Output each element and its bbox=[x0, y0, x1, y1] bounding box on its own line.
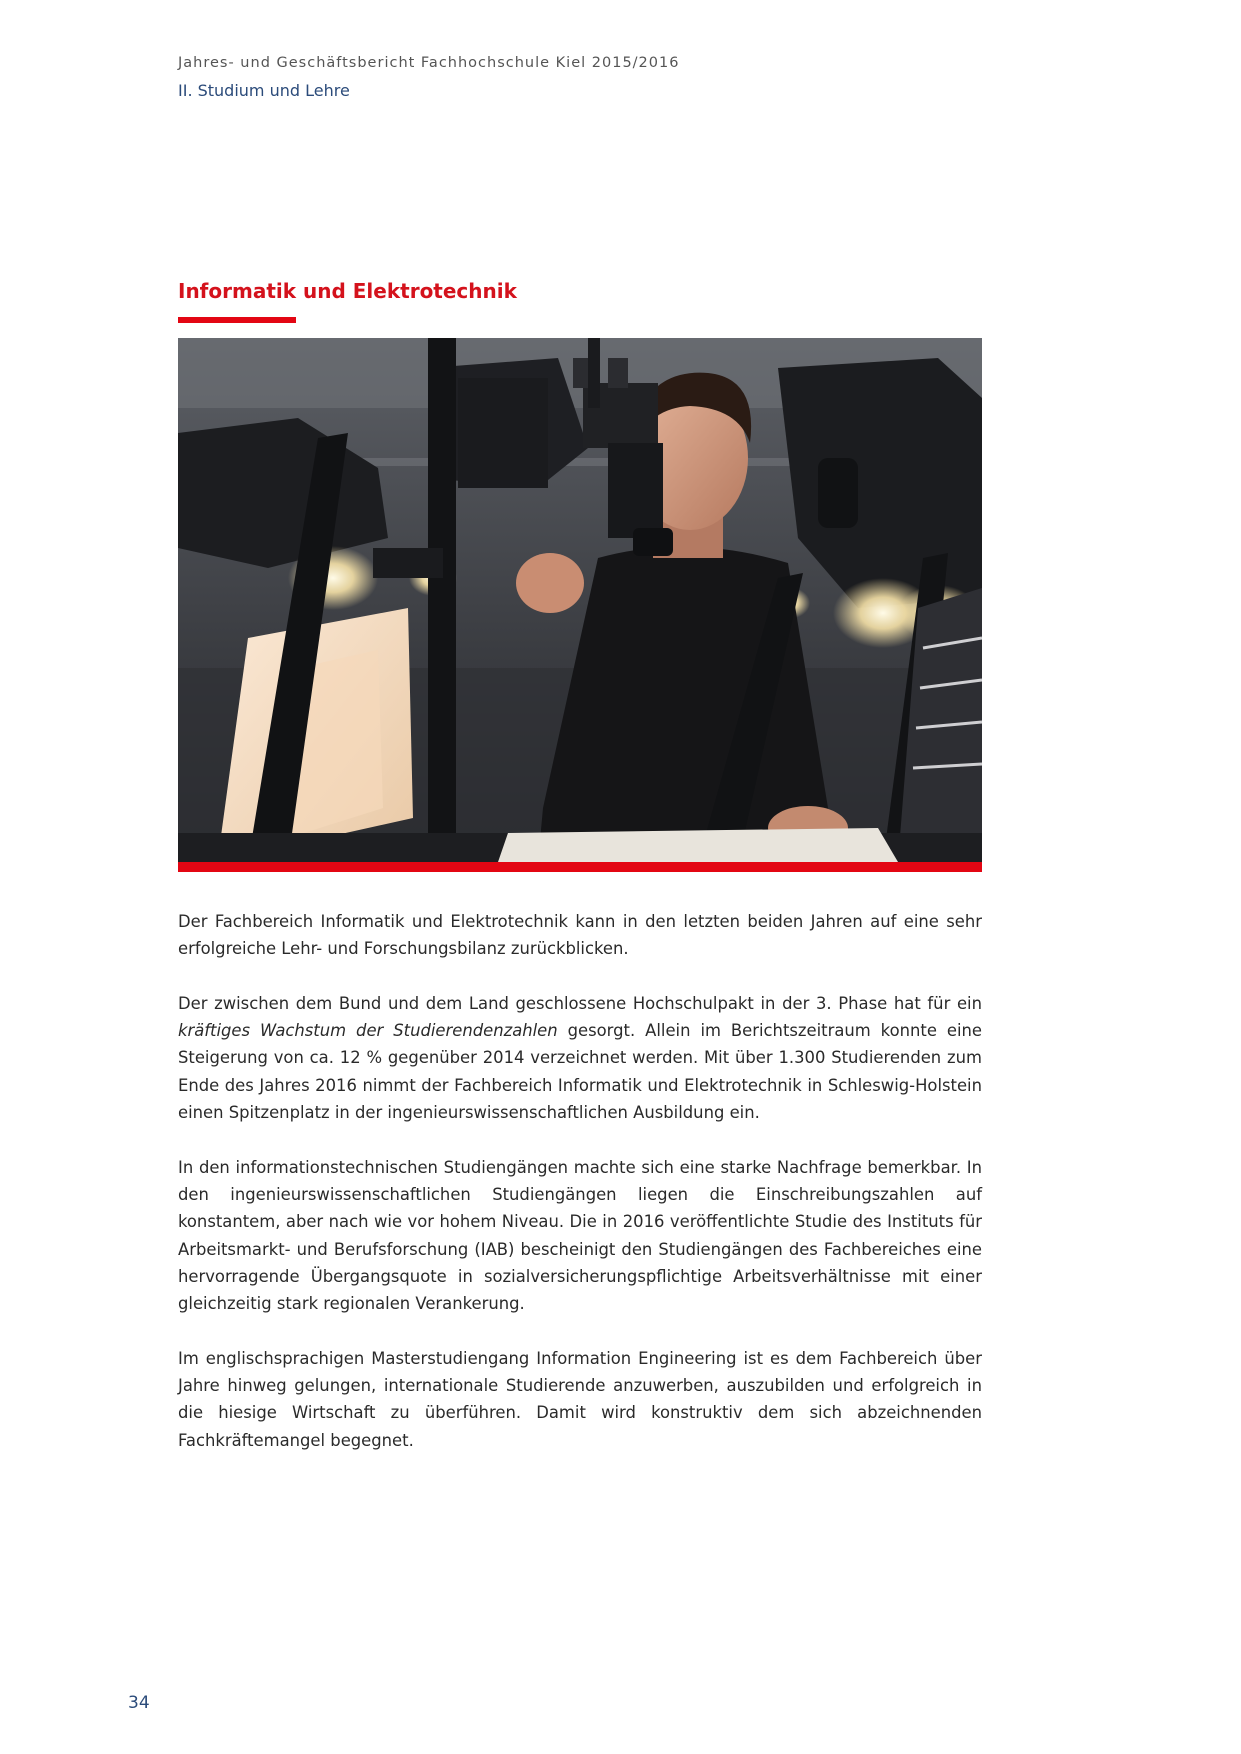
title-underline bbox=[178, 317, 296, 323]
page-number: 34 bbox=[128, 1693, 150, 1713]
paragraph-2-end: gesorgt. Allein im Berichtszeitraum konnte eine Steigerung von ca. 12 % gegenüber 2014 verzeichnet werden. Mit über 1.300 Studierenden zum Ende des Jahres 2016 nimmt der Fachbereich Informatik und Elektrotechnik in Schleswig-Holstein einen Spitzenplatz in der ingenieurswissenschaftlichen Ausbildung ein. bbox=[178, 1021, 982, 1123]
body-text bbox=[178, 908, 982, 1481]
paragraph-2 bbox=[178, 990, 982, 1126]
chapter-title: II. Studium und Lehre bbox=[178, 81, 350, 100]
paragraph-4: Im englischsprachigen Masterstudiengang Information Engineering ist es dem Fachbereich über Jahre hinweg gelungen, internationale Studierende anzuwerben, auszubilden und erfolgreich in die hiesige Wirtschaft zu überführen. Damit wird konstruktiv dem sich abzeichnenden Fachkräftemangel begegnet. bbox=[178, 1348, 982, 1450]
lab-photo bbox=[178, 338, 982, 862]
paragraph-2-emphasis: kräftiges Wachstum der Studierendenzahlen bbox=[178, 1021, 558, 1041]
photo-accent-bar bbox=[178, 862, 982, 872]
paragraph-2-start: Der zwischen dem Bund und dem Land geschlossene Hochschulpakt in der 3. Phase hat für ein bbox=[178, 993, 982, 1013]
paragraph-3: In den informationstechnischen Studiengängen machte sich eine starke Nachfrage bemerkbar. In den ingenieurswissenschaftlichen Studiengängen liegen die Einschreibungszahlen auf konstantem, aber nach wie vor hohem Niveau. Die in 2016 veröffentlichte Studie des Instituts für Arbeitsmarkt- und Berufsforschung (IAB) bescheinigt den Studiengängen des Fachbereiches eine hervorragende Übergangsquote in sozialversicherungspflichtige Arbeitsverhältnisse mit einer gleichzeitig stark regionalen Verankerung. bbox=[178, 1157, 982, 1314]
section-title: Informatik und Elektrotechnik bbox=[178, 279, 517, 303]
paragraph-1: Der Fachbereich Informatik und Elektrotechnik kann in den letzten beiden Jahren auf eine sehr erfolgreiche Lehr- und Forschungsbilanz zurückblicken. bbox=[178, 912, 982, 959]
report-title: Jahres- und Geschäftsbericht Fachhochschule Kiel 2015/2016 bbox=[178, 55, 680, 71]
